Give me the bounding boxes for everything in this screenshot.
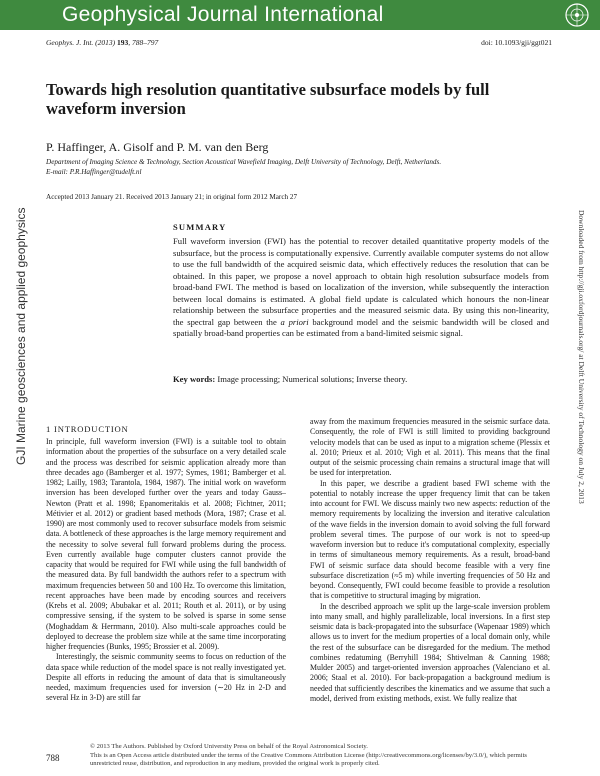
summary-abstract xyxy=(173,236,549,340)
abstract-part-1: Full waveform inversion (FWI) has the potential to recover detailed quantitative property models of the subsurface, but the process is computationally expensive. Currently available computer systems do not allow to use the full bandwidth of the acquired seismic data, which effectively reduces the resolution that can be obtained. In this paper, we propose a novel approach to obtain high resolution subsurface models from broad-band FWI. The method is based on localization of the inversion, while subsequently the interaction between local domains is estimated. A global field update is calculated which honours the non-linear relationship between the subsurface properties and the measured seismic data. By using this non-linearity, the spectral gap between the xyxy=(173,236,549,327)
author-affiliation xyxy=(46,158,546,177)
intro-paragraph: Interestingly, the seismic community seems to focus on reduction of the data space while reduction of the model space is not really investigated yet. Despite all efforts in reducing the amount of data that is simultaneously needed, maximum frequencies used for inversion (∼20 Hz in 2-D and several Hz in 3-D) are still far xyxy=(46,652,286,703)
citation-volume: 193 xyxy=(117,38,129,47)
page-number: 788 xyxy=(46,753,60,763)
keywords-label: Key words: xyxy=(173,374,216,384)
download-notice: Downloaded from http://gji.oxfordjournals.org/ at Delft University of Technology on July 2, 2013 xyxy=(577,210,586,504)
citation-journal: Geophys. J. Int. xyxy=(46,38,94,47)
abstract-part-2: background model and the seismic bandwidth will be closed and spatially broad-band properties can be estimated from a band-limited seismic signal. xyxy=(173,316,549,338)
article-authors: P. Haffinger, A. Gisolf and P. M. van den Berg xyxy=(46,140,269,154)
citation-year: (2013) xyxy=(93,38,118,47)
intro-paragraph: In the described approach we split up the large-scale inversion problem into many small, and highly parallelizable, local inversions. In a first step seismic data is back-propagated into the subsurface (Wapenaar 1989) which allows us to invert for the medium properties of a local domain only, while the rest of the subsurface can be disregarded for the medium. The method combines redatuming (Berryhill 1984; Shtivelman & Canning 1988; Mulder 2005) and target-oriented inversion approaches (Valenciano et al. 2006; Staal et al. 2010). For back-propagation a background medium is needed that sufficiently describes the kinematics and we assume that such a model, derived from existing methods, exist. We fully realize that xyxy=(310,601,550,703)
article-title: Towards high resolution quantitative subsurface models by full waveform inversion xyxy=(46,80,490,118)
keywords-list: Image processing; Numerical solutions; Inverse theory. xyxy=(215,374,408,384)
keywords xyxy=(173,374,407,384)
copyright-line: © 2013 The Authors. Published by Oxford University Press on behalf of the Royal Astronomical Society. xyxy=(90,743,368,750)
summary-heading: SUMMARY xyxy=(173,222,227,232)
intro-heading: 1 INTRODUCTION xyxy=(46,424,129,434)
license-text: This is an Open Access article distributed under the terms of the Creative Commons Attribution License (http://creativecommons.org/licenses/by/3.0/), which permits unrestricted reuse, distribution, and reproduction in any medium, provided the original work is properly cited. xyxy=(90,751,527,768)
section-vertical-label: GJI Marine geosciences and applied geophysics xyxy=(14,207,28,465)
journal-name: Geophysical Journal International xyxy=(62,3,384,26)
intro-paragraph: away from the maximum frequencies measured in the seismic surface data. Consequently, the role of FWI is still limited to providing background velocity models that can be used as input to a migration scheme (Plessix et al. 2010; Prieux et al. 2010; Vigh et al. 2011). This means that the final output of the seismic processing chain remains a structural image that will be used for interpretation. xyxy=(310,417,550,478)
copyright-notice xyxy=(90,743,555,769)
journal-banner xyxy=(0,0,600,30)
article-citation xyxy=(46,38,158,47)
intro-column-right xyxy=(310,417,550,704)
intro-paragraph: In principle, full waveform inversion (FWI) is a suitable tool to obtain information about the properties of the subsurface on a very detailed scale and the process was described for seismic application already more than three decades ago (Bamberger et al. 1977; Symes, 1981; Bamberger et al. 1982; Lailly, 1983; Tarantola, 1984, 1987). The initial work on waveform inversion has been developed further over the years and today Gauss–Newton (Pratt et al. 1998; Epanomeritakis et al. 2008; Fichtner, 2011; Métivier et al. 2012) or gradient based methods (Mora, 1987; Crase et al. 1990) are most commonly used to recover subsurface models from seismic data. A bottleneck of these approaches is the large memory requirement and the necessity to solve several full forward problems during the process. Even currently available huge computer clusters cannot provide the capacity that would be required for FWI while using the full bandwidth of the measured data. By full bandwidth the authors refer to a spectrum with maximum frequencies between 50 and 100 Hz. To overcome this limitation, recent approaches have been made by encoding sources and receivers (Krebs et al. 2009; Abubakar et al. 2011; Routh et al. 2011), or by using compressive sensing, if the system to be solved is sparse in some sense (Moghaddam & Herrmann, 2010). Also multi-scale approaches could be deployed to decrease the problem size while at the same time incorporating higher frequencies (Bunks, 1995; Brossier et al. 2009). xyxy=(46,437,286,651)
affiliation-text: Department of Imaging Science & Technology, Section Acoustical Wavefield Imaging, Delft University of Technology, Delft, Netherlands. xyxy=(46,158,442,166)
citation-pages: , 788–797 xyxy=(128,38,159,47)
intro-paragraph: In this paper, we describe a gradient based FWI scheme with the potential to notably increase the upper frequency limit that can be taken into account for FWI. We discuss mainly two new aspects: reduction of the memory requirements by localizing the inversion and iterative calculation of the wave fields in the inversion domain to avoid solving the full forward problem several times. The purpose of our work is not to speed-up waveform inversion but to reduce it's computational complexity, especially in terms of simultaneous memory requirements. As a result, broad-band FWI of seismic surface data should become feasible with a very fine subsurface discretization (≈5 m) while inverting frequencies of 50 Hz and beyond. Consequently, FWI could become feasible to provide a resolution that is competitive to structural imaging by migration. xyxy=(310,478,550,601)
article-dates: Accepted 2013 January 21. Received 2013 January 21; in original form 2012 March 27 xyxy=(46,193,298,201)
article-doi[interactable]: doi: 10.1093/gji/ggt021 xyxy=(481,38,552,47)
author-email[interactable]: E-mail: P.R.Haffinger@tudelft.nl xyxy=(46,167,142,176)
gji-crest-icon xyxy=(562,2,592,28)
abstract-italic: a priori xyxy=(280,316,309,327)
intro-column-left xyxy=(46,437,286,704)
